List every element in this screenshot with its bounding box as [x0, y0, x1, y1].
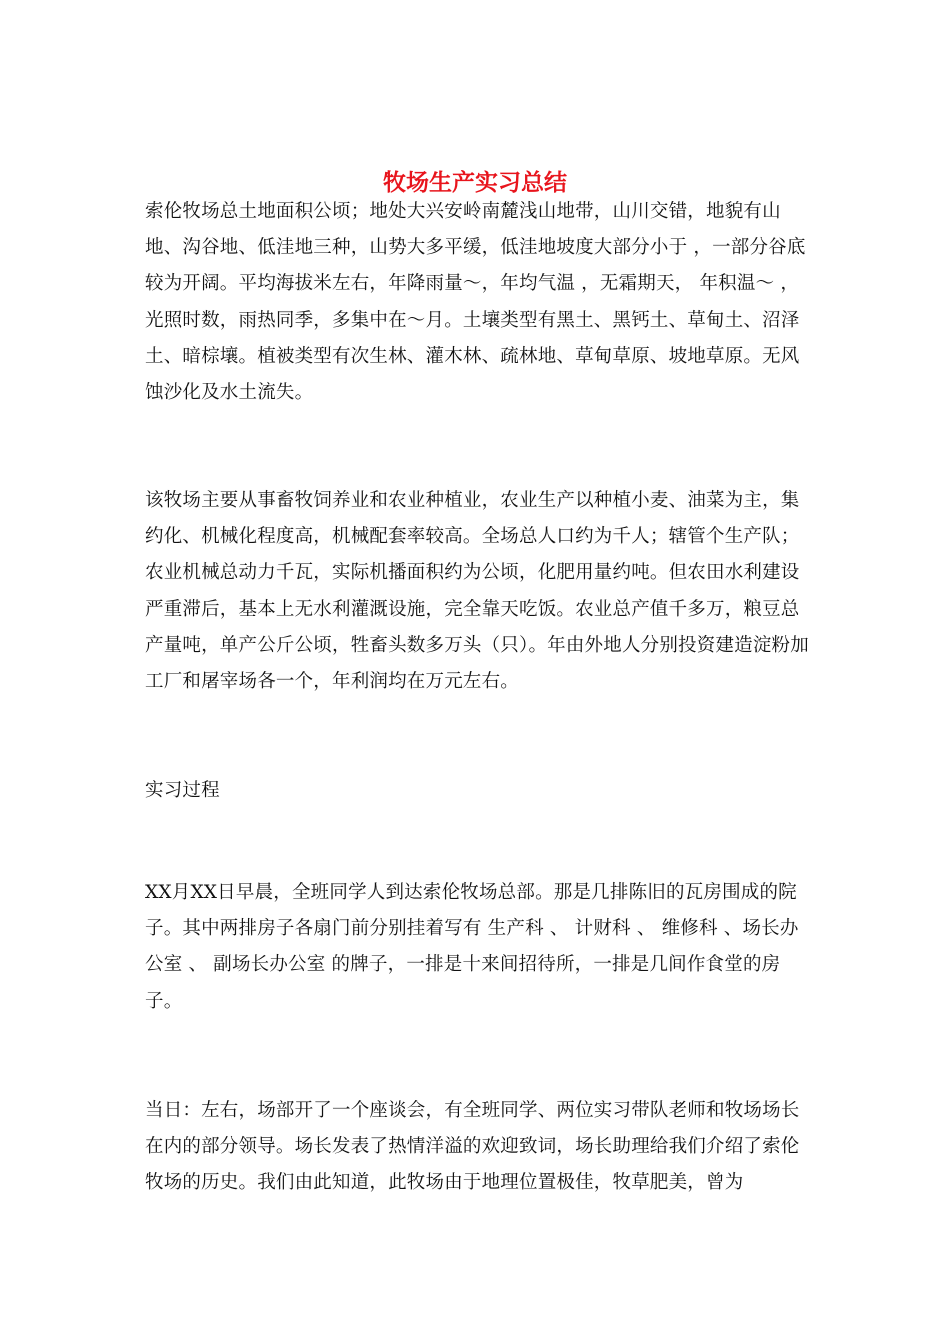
section-heading-internship-process: 实习过程: [145, 780, 220, 801]
document-title: 牧场生产实习总结: [383, 169, 567, 197]
paragraph-meeting: 当日：左右，场部开了一个座谈会，有全班同学、两位实习带队老师和牧场场长在内的部分领导。场长发表了热情洋溢的欢迎致词，场长助理给我们介绍了索伦牧场的历史。我们由此知道，此牧场由于地理位置极佳，牧草肥美，曾为: [145, 1100, 800, 1194]
paragraph-arrival: XX月XX日早晨，全班同学人到达索伦牧场总部。那是几排陈旧的瓦房围成的院子。其中两排房子各扇门前分别挂着写有 生产科 、 计财科 、 维修科 、场长办公室 、 副场长办公室 的牌子，一排是十来间招待所，一排是几间作食堂的房子。: [145, 882, 799, 1012]
paragraph-overview: 索伦牧场总土地面积公顷；地处大兴安岭南麓浅山地带，山川交错，地貌有山地、沟谷地、低洼地三种，山势大多平缓，低洼地坡度大部分小于 ，一部分谷底较为开阔。平均海拔米左右，年降雨量～，年均气温 ，无霜期天， 年积温～ ，光照时数，雨热同季，多集中在～月。土壤类型有黑土、黑钙土、草甸土、沼泽土、暗棕壤。植被类型有次生林、灌木林、疏林地、草甸草原、坡地草原。无风蚀沙化及水土流失。: [145, 201, 806, 404]
paragraph-production: 该牧场主要从事畜牧饲养业和农业种植业，农业生产以种植小麦、油菜为主，集约化、机械化程度高，机械配套率较高。全场总人口约为千人；辖管个生产队；农业机械总动力千瓦，实际机播面积约为公顷，化肥用量约吨。但农田水利建设严重滞后，基本上无水利灌溉设施，完全靠天吃饭。农业总产值千多万，粮豆总产量吨，单产公斤公顷，牲畜头数多万头（只）。年由外地人分别投资建造淀粉加工厂和屠宰场各一个，年利润均在万元左右。: [145, 490, 809, 693]
